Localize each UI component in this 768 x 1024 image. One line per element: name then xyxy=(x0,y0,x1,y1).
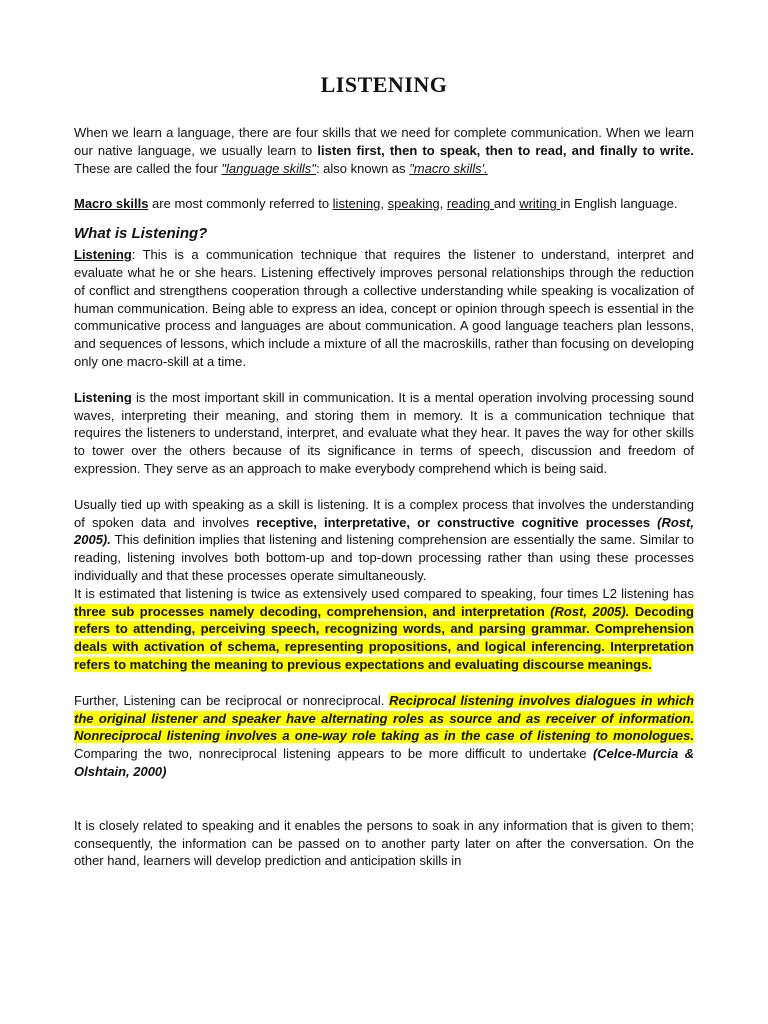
language-skills-term: "language skills" xyxy=(221,160,316,176)
text-run: This definition implies that listening and listening comprehension are essentially the same. Similar to reading, listening involves both bottom-up and top-down processing rather than using these processes individually and that these processes operate simultaneously. xyxy=(74,532,694,583)
text-run: and xyxy=(493,196,520,212)
macro-skills-label: Macro skills xyxy=(74,196,149,212)
listening-term: Listening xyxy=(74,389,132,405)
text-run: It is closely related to speaking and it enables the persons to soak in any information that is given to them; consequently, the information can be passed on to another party later on after the conversation. On the other hand, learners will develop prediction and anticipation skills in xyxy=(74,817,694,869)
closing-paragraph xyxy=(74,817,694,870)
text-run: Further, Listening can be reciprocal or nonreciprocal. xyxy=(74,692,390,708)
macro-skills-term: "macro skills'. xyxy=(409,160,488,176)
text-run: These are called the four xyxy=(74,160,222,176)
text-run: , xyxy=(439,196,447,212)
citation: (Celce-Murcia & Olshtain, 2000) xyxy=(74,746,695,779)
bold-text: receptive, interpretative, or constructive cognitive processes xyxy=(256,514,651,530)
skill-writing: writing xyxy=(519,196,561,212)
page-title: LISTENING xyxy=(320,72,448,97)
skill-speaking: speaking xyxy=(387,196,440,212)
listening-term: Listening xyxy=(74,247,132,263)
highlighted-text: Reciprocal listening involves dialogues in which the original listener and speaker have alternating roles as source and as receiver of information. Nonreciprocal listening involves a one-way role taking as in the case of listening to monologues. xyxy=(74,692,694,744)
text-run: is the most important skill in communication. It is a mental operation involving processing sound waves, interpreting their meaning, and storing them in memory. It is a communication technique that requires the listeners to understand, interpret, and evaluate what they hear. It paves the way for other skills to tower over the others because of its significance in terms of speech, discussion and freedom of expression. They serve as an approach to make everybody comprehend which is being said. xyxy=(74,389,694,476)
bold-text: listen first, then to speak, then to read, and finally to write. xyxy=(317,142,694,158)
highlighted-text: three sub processes namely decoding, comprehension, and interpretation xyxy=(74,603,551,619)
text-run: When we learn a language, there are four skills that we need for complete communication. When we learn our native language, we usually learn to xyxy=(74,125,694,158)
reciprocal-paragraph xyxy=(74,692,694,781)
text-run: Comparing the two, nonreciprocal listening appears to be more difficult to undertake xyxy=(74,746,593,762)
text-run: are most commonly referred to xyxy=(148,196,333,212)
macro-skills-paragraph xyxy=(74,195,694,213)
section-heading: What is Listening? xyxy=(74,225,208,243)
text-run: in English language. xyxy=(560,196,678,212)
text-run: Usually tied up with speaking as a skill is listening. It is a complex process that involves the understanding of spoken data and involves xyxy=(74,496,694,530)
text-run: : also known as xyxy=(315,160,410,176)
text-run: , xyxy=(380,196,388,212)
citation: (Rost, 2005). xyxy=(74,514,694,548)
text-run: It is estimated that listening is twice as extensively used compared to speaking, four times L2 listening has xyxy=(74,585,694,601)
process-paragraph xyxy=(74,496,694,585)
definition-paragraph xyxy=(74,246,694,371)
skill-reading: reading xyxy=(446,196,494,212)
subprocess-paragraph xyxy=(74,585,694,674)
highlighted-text: Decoding refers to attending, perceiving speech, recognizing words, and parsing grammar. Comprehension deals with activation of schema, representing propositions, and logical inferencing. Interpretation refers to matching the meaning to previous expectations and evaluating discourse meanings. xyxy=(74,603,695,672)
skill-listening: listening xyxy=(332,196,381,212)
intro-paragraph xyxy=(74,124,694,177)
importance-paragraph xyxy=(74,389,694,478)
citation: (Rost, 2005). xyxy=(550,603,630,619)
text-run: : This is a communication technique that requires the listener to understand, interpret and evaluate what he or she hears. Listening effectively improves personal relationships through the reduction of conflict and strengthens cooperation through a collective understanding while speaking is vocalization of human communication. Being able to express an idea, concept or opinion through speech is essential in the communicative process and languages are about communication. A good language teachers plan lessons, and sequences of lessons, which include a mixture of all the macroskills, rather than focusing on developing only one macro-skill at a time. xyxy=(74,247,695,369)
